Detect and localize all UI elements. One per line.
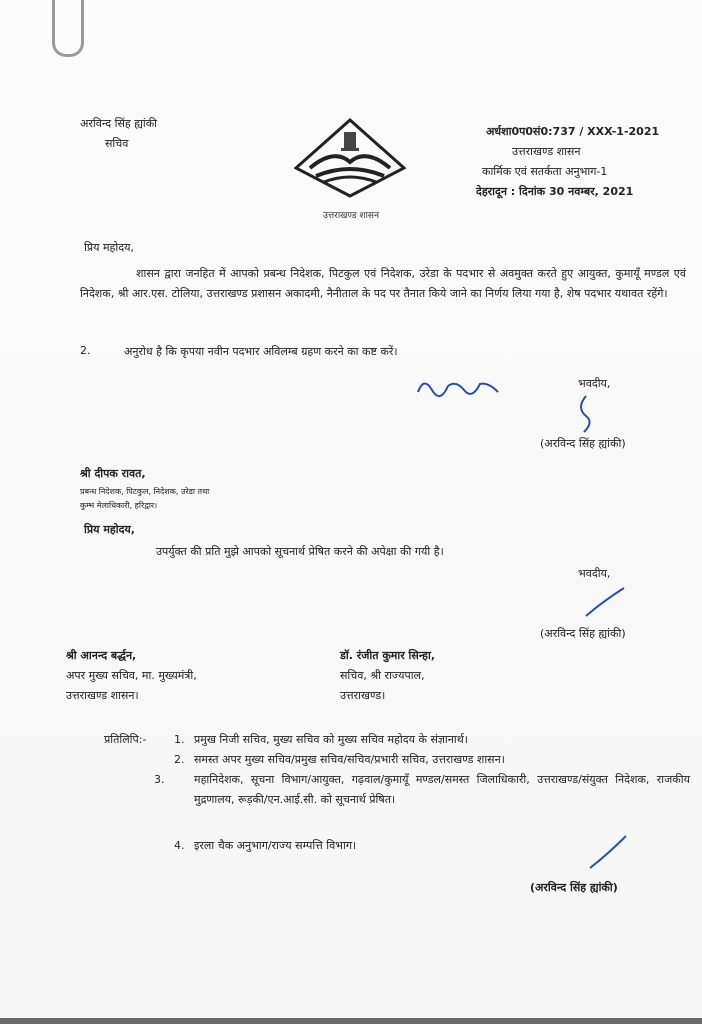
signatory-3: (अरविन्द सिंह ह्यांकी) — [530, 881, 618, 894]
reference-date: देहरादून : दिनांक 30 नवम्बर, 2021 — [476, 185, 634, 198]
copy-left-line-1: अपर मुख्य सचिव, मा. मुख्यमंत्री, — [66, 669, 197, 682]
copy-right-line-1: सचिव, श्री राज्यपाल, — [340, 669, 425, 682]
closing-1: भवदीय, — [578, 377, 611, 390]
recipient-line-1: प्रबन्ध निदेशक, पिटकुल, निदेशक, उरेडा तथा — [80, 487, 210, 496]
body-paragraph-2: अनुरोध है कि कृपया नवीन पदभार अविलम्ब ग्रहण करने का कष्ट करें। — [124, 345, 398, 358]
signatory-1: (अरविन्द सिंह ह्यांकी) — [540, 437, 626, 450]
closing-2: भवदीय, — [578, 567, 611, 580]
cc-item-number: 1. — [174, 733, 185, 746]
copy-left-name: श्री आनन्द बर्द्धन, — [66, 649, 137, 662]
copy-left-line-2: उत्तराखण्ड शासन। — [66, 689, 139, 702]
recipient-line-2: कुम्भ मेलाधिकारी, हरिद्वार। — [80, 501, 158, 510]
signature-1 — [572, 394, 602, 434]
cc-item-text: प्रमुख निजी सचिव, मुख्य सचिव को मुख्य सचिव महोदय के संज्ञानार्थ। — [194, 733, 468, 746]
cc-label: प्रतिलिपि:- — [104, 733, 147, 746]
cc-item-text: इरला चैक अनुभाग/राज्य सम्पत्ति विभाग। — [194, 839, 357, 852]
cc-item-number: 3. — [154, 773, 165, 786]
paragraph-2-number: 2. — [80, 344, 91, 357]
paper-clip — [52, 0, 84, 57]
cc-item-text: महानिदेशक, सूचना विभाग/आयुक्त, गढ़वाल/कुमायूँ मण्डल/समस्त जिलाधिकारी, उत्तराखण्ड/संयुक्त निदेशक, राजकीय मुद्रणालय, रूड़की/एन.आई.सी. को सूचनार्थ प्रेषित। — [194, 773, 690, 806]
copy-right-name: डॉ. रंजीत कुमार सिन्हा, — [340, 649, 435, 662]
cc-item-number: 4. — [174, 839, 185, 852]
cc-item — [154, 770, 690, 810]
cc-item-number: 2. — [174, 753, 185, 766]
salutation: प्रिय महोदय, — [84, 241, 134, 254]
scan-bottom-edge — [0, 1018, 702, 1024]
recipient-name: श्री दीपक रावत, — [80, 467, 146, 480]
salutation-2: प्रिय महोदय, — [84, 523, 135, 536]
cc-item — [174, 752, 505, 767]
sender-name: अरविन्द सिंह ह्यांकी — [80, 117, 158, 130]
signatory-2: (अरविन्द सिंह ह्यांकी) — [540, 627, 626, 640]
reference-section: कार्मिक एवं सतर्कता अनुभाग-1 — [482, 165, 608, 178]
cc-item-text: समस्त अपर मुख्य सचिव/प्रमुख सचिव/सचिव/प्रभारी सचिव, उत्तराखण्ड शासन। — [194, 753, 505, 766]
signature-3 — [586, 832, 632, 872]
initials-signature — [414, 372, 504, 402]
reference-govt: उत्तराखण्ड शासन — [512, 145, 581, 158]
cc-item — [174, 838, 356, 853]
cc-item — [174, 732, 468, 747]
copy-right-line-2: उत्तराखण्ड। — [340, 689, 386, 702]
reference-number: अर्धशा0प0सं0:737 / XXX-1-2021 — [486, 125, 660, 138]
body-paragraph-1: शासन द्वारा जनहित में आपको प्रबन्ध निदेशक, पिटकुल एवं निदेशक, उरेडा के पदभार से अवमुक्त करते हुए आयुक्त, कुमायूँ मण्डल एवं निदेशक, श्री आर.एस. टोलिया, उत्तराखण्ड प्रशासन अकादमी, नैनीताल के पद पर तैनात किये जाने का निर्णय लिया गया है, शेष पदभार यथावत रहेंगे। — [80, 267, 686, 300]
logo-caption: उत्तराखण्ड शासन — [322, 211, 379, 221]
sender-designation: सचिव — [105, 137, 129, 150]
body-paragraph-3: उपर्युक्त की प्रति मुझे आपको सूचनार्थ प्रेषित करने की अपेक्षा की गयी है। — [156, 545, 444, 558]
signature-2 — [582, 584, 628, 620]
uttarakhand-emblem-icon — [294, 118, 406, 198]
